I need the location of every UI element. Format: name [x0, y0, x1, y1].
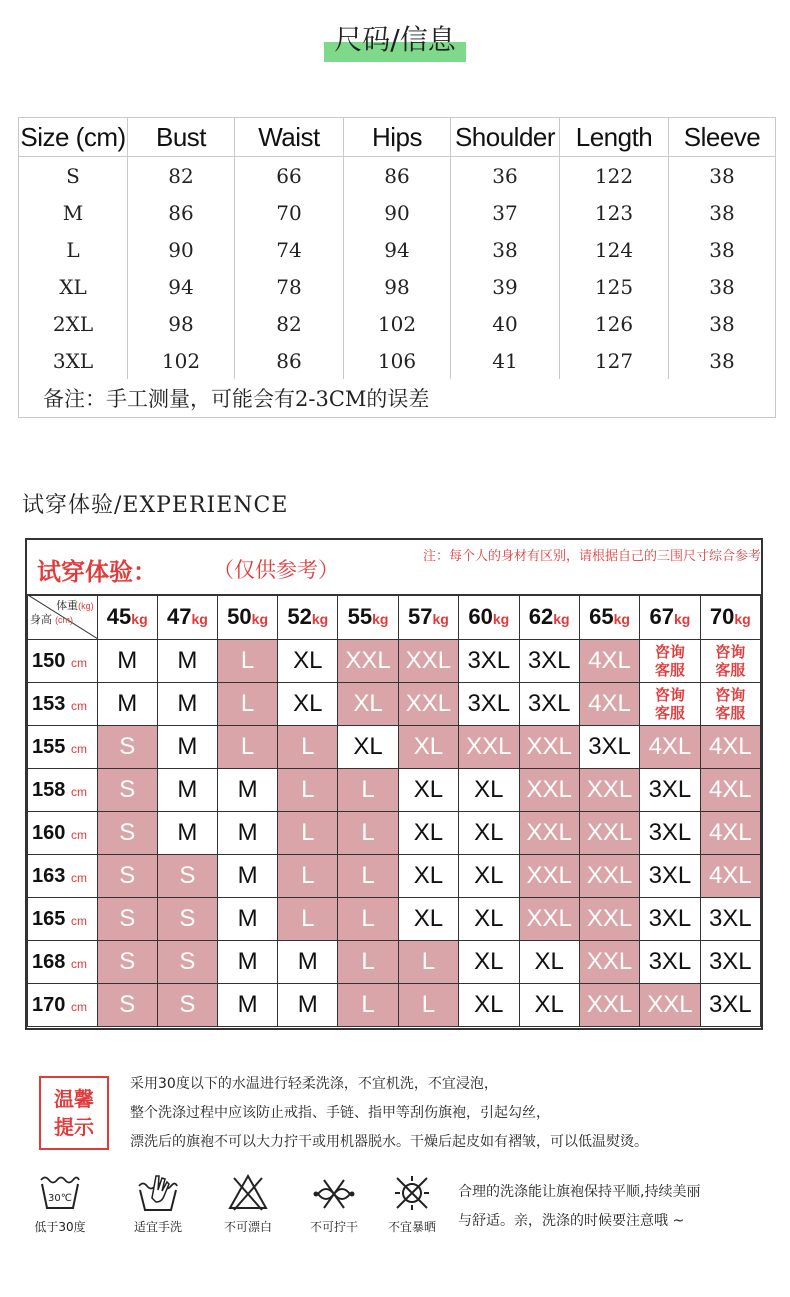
- size-cell: 39: [451, 268, 560, 305]
- height-header: 158 cm: [28, 769, 98, 812]
- height-header: 168 cm: [28, 941, 98, 984]
- weight-header: 47kg: [157, 595, 217, 640]
- size-recommendation-cell: S: [97, 726, 157, 769]
- height-header: 163 cm: [28, 855, 98, 898]
- size-recommendation-cell: L: [398, 984, 458, 1027]
- experience-sub-label: （仅供参考）: [213, 558, 339, 582]
- size-recommendation-cell: L: [338, 898, 398, 941]
- tips-text: [130, 1070, 648, 1157]
- size-cell: 36: [451, 157, 560, 195]
- experience-panel: [25, 538, 763, 1030]
- care-item-no-bleach: [208, 1172, 288, 1235]
- care-label: 不可拧干: [309, 1220, 358, 1234]
- size-recommendation-cell: 4XL: [700, 812, 760, 855]
- size-recommendation-cell: M: [278, 941, 338, 984]
- size-cell: 70: [235, 194, 344, 231]
- weight-header: 65kg: [579, 595, 639, 640]
- size-cell: 102: [128, 342, 235, 379]
- size-cell: S: [19, 157, 128, 195]
- size-cell: 123: [560, 194, 669, 231]
- tips-badge: [39, 1076, 109, 1150]
- size-recommendation-cell: 4XL: [700, 726, 760, 769]
- size-recommendation-cell: XXL: [579, 769, 639, 812]
- size-recommendation-cell: XL: [459, 769, 519, 812]
- experience-main-label: 试穿体验：: [37, 558, 157, 586]
- size-recommendation-cell: L: [278, 726, 338, 769]
- size-recommendation-cell: XL: [459, 898, 519, 941]
- weight-header: 50kg: [218, 595, 278, 640]
- size-recommendation-cell: 咨询 客服: [640, 683, 700, 726]
- size-recommendation-cell: XL: [398, 855, 458, 898]
- size-recommendation-cell: XL: [519, 984, 579, 1027]
- size-recommendation-cell: L: [278, 812, 338, 855]
- experience-grid: [27, 594, 761, 1027]
- size-recommendation-cell: XL: [398, 898, 458, 941]
- corner-height: 身高 (cm): [30, 614, 74, 626]
- page-title: 尺码/信息: [330, 20, 459, 60]
- size-recommendation-cell: M: [218, 898, 278, 941]
- weight-header-row: [28, 595, 761, 640]
- weight-header: 62kg: [519, 595, 579, 640]
- no-sun-icon: [390, 1172, 434, 1212]
- size-recommendation-cell: M: [157, 726, 217, 769]
- size-recommendation-cell: M: [157, 812, 217, 855]
- size-cell: 102: [344, 305, 451, 342]
- size-recommendation-cell: XXL: [579, 812, 639, 855]
- size-recommendation-cell: XL: [278, 683, 338, 726]
- wash-30-icon: [38, 1172, 82, 1212]
- size-recommendation-cell: 3XL: [519, 683, 579, 726]
- size-recommendation-cell: S: [97, 769, 157, 812]
- size-recommendation-cell: XXL: [519, 769, 579, 812]
- size-cell: 86: [235, 342, 344, 379]
- weight-header: 70kg: [700, 595, 760, 640]
- size-cell: 94: [128, 268, 235, 305]
- experience-heading: 试穿体验/EXPERIENCE: [22, 493, 289, 518]
- size-cell: 38: [669, 342, 776, 379]
- size-recommendation-cell: S: [157, 984, 217, 1027]
- size-cell: 90: [344, 194, 451, 231]
- size-recommendation-cell: XXL: [579, 984, 639, 1027]
- size-recommendation-cell: L: [338, 812, 398, 855]
- size-cell: 74: [235, 231, 344, 268]
- size-recommendation-cell: 4XL: [640, 726, 700, 769]
- size-recommendation-cell: L: [278, 855, 338, 898]
- size-recommendation-cell: XXL: [398, 683, 458, 726]
- size-recommendation-cell: XXL: [519, 726, 579, 769]
- size-cell: 38: [669, 231, 776, 268]
- size-cell: 126: [560, 305, 669, 342]
- experience-row: [28, 726, 761, 769]
- size-recommendation-cell: 3XL: [640, 769, 700, 812]
- size-recommendation-cell: M: [218, 769, 278, 812]
- care-item-no-wring: [294, 1172, 374, 1235]
- size-recommendation-cell: XL: [459, 984, 519, 1027]
- size-recommendation-cell: L: [338, 769, 398, 812]
- size-recommendation-cell: XL: [338, 726, 398, 769]
- size-cell: 41: [451, 342, 560, 379]
- size-recommendation-cell: XL: [519, 941, 579, 984]
- height-header: 165 cm: [28, 898, 98, 941]
- size-cell: 38: [669, 194, 776, 231]
- size-recommendation-cell: M: [97, 640, 157, 683]
- size-recommendation-cell: 4XL: [700, 855, 760, 898]
- size-recommendation-cell: XL: [459, 941, 519, 984]
- size-recommendation-cell: XXL: [398, 640, 458, 683]
- size-recommendation-cell: 3XL: [519, 640, 579, 683]
- title-area: [0, 20, 790, 60]
- weight-header: 52kg: [278, 595, 338, 640]
- header-size: Size (cm): [19, 118, 128, 157]
- size-cell: 86: [344, 157, 451, 195]
- tips-badge-line1: 温馨: [54, 1087, 94, 1111]
- no-wring-icon: [312, 1172, 356, 1212]
- care-text-line: 与舒适。亲，洗涤的时候要注意哦 ~: [458, 1213, 685, 1229]
- size-row: [19, 342, 776, 379]
- size-recommendation-cell: M: [157, 769, 217, 812]
- size-cell: L: [19, 231, 128, 268]
- weight-header: 45kg: [97, 595, 157, 640]
- size-recommendation-cell: S: [97, 898, 157, 941]
- hand-wash-icon: [136, 1172, 180, 1212]
- experience-row: [28, 769, 761, 812]
- experience-header: [27, 540, 761, 596]
- tips-line: 整个洗涤过程中应该防止戒指、手链、指甲等刮伤旗袍，引起勾丝，: [130, 1105, 550, 1121]
- size-cell: 94: [344, 231, 451, 268]
- size-cell: 38: [669, 157, 776, 195]
- corner-weight: 体重(kg): [56, 600, 94, 612]
- care-item-no-sun: [372, 1172, 452, 1235]
- size-cell: 66: [235, 157, 344, 195]
- size-recommendation-cell: S: [97, 812, 157, 855]
- size-recommendation-cell: 3XL: [700, 984, 760, 1027]
- no-bleach-icon: [226, 1172, 270, 1212]
- size-row: [19, 231, 776, 268]
- size-note-row: [19, 379, 776, 418]
- experience-row: [28, 898, 761, 941]
- size-cell: 37: [451, 194, 560, 231]
- size-cell: 82: [235, 305, 344, 342]
- experience-row: [28, 683, 761, 726]
- size-cell: 3XL: [19, 342, 128, 379]
- size-recommendation-cell: L: [398, 941, 458, 984]
- care-item-wash-30: [20, 1172, 100, 1235]
- size-recommendation-cell: L: [218, 726, 278, 769]
- size-recommendation-cell: XXL: [579, 855, 639, 898]
- size-recommendation-cell: 3XL: [700, 941, 760, 984]
- size-cell: 38: [669, 268, 776, 305]
- size-cell: 38: [451, 231, 560, 268]
- size-cell: 127: [560, 342, 669, 379]
- size-recommendation-cell: S: [157, 941, 217, 984]
- size-cell: 106: [344, 342, 451, 379]
- care-text-line: 合理的洗涤能让旗袍保持平顺,持续美丽: [458, 1184, 701, 1200]
- size-recommendation-cell: 3XL: [640, 941, 700, 984]
- size-cell: 86: [128, 194, 235, 231]
- care-item-hand-wash: [118, 1172, 198, 1235]
- size-recommendation-cell: L: [338, 984, 398, 1027]
- size-cell: 124: [560, 231, 669, 268]
- size-recommendation-cell: S: [157, 855, 217, 898]
- size-recommendation-cell: XXL: [579, 941, 639, 984]
- size-recommendation-cell: 3XL: [459, 640, 519, 683]
- height-header: 170 cm: [28, 984, 98, 1027]
- wash-temp-mark: 30℃: [48, 1193, 72, 1204]
- size-recommendation-cell: 4XL: [579, 640, 639, 683]
- size-recommendation-cell: L: [278, 898, 338, 941]
- size-cell: M: [19, 194, 128, 231]
- tips-badge-line2: 提示: [54, 1115, 94, 1139]
- size-recommendation-cell: 3XL: [579, 726, 639, 769]
- size-recommendation-cell: 咨询 客服: [700, 683, 760, 726]
- size-recommendation-cell: M: [157, 640, 217, 683]
- size-cell: 82: [128, 157, 235, 195]
- height-header: 150 cm: [28, 640, 98, 683]
- header-bust: Bust: [128, 118, 235, 157]
- care-label: 低于30度: [34, 1220, 86, 1234]
- weight-header: 67kg: [640, 595, 700, 640]
- size-recommendation-cell: L: [218, 640, 278, 683]
- weight-header: 57kg: [398, 595, 458, 640]
- experience-row: [28, 855, 761, 898]
- header-waist: Waist: [235, 118, 344, 157]
- weight-header: 60kg: [459, 595, 519, 640]
- size-recommendation-cell: S: [97, 984, 157, 1027]
- size-recommendation-cell: XXL: [338, 640, 398, 683]
- size-recommendation-cell: 4XL: [579, 683, 639, 726]
- size-row: [19, 194, 776, 231]
- size-recommendation-cell: 咨询 客服: [700, 640, 760, 683]
- size-cell: 78: [235, 268, 344, 305]
- size-recommendation-cell: 3XL: [640, 812, 700, 855]
- size-recommendation-cell: M: [218, 941, 278, 984]
- size-recommendation-cell: S: [157, 898, 217, 941]
- size-recommendation-cell: S: [97, 941, 157, 984]
- size-recommendation-cell: 3XL: [640, 855, 700, 898]
- experience-row: [28, 984, 761, 1027]
- size-recommendation-cell: L: [338, 941, 398, 984]
- size-recommendation-cell: XXL: [459, 726, 519, 769]
- size-recommendation-cell: L: [338, 855, 398, 898]
- size-recommendation-cell: S: [97, 855, 157, 898]
- size-recommendation-cell: XXL: [579, 898, 639, 941]
- size-recommendation-cell: 3XL: [700, 898, 760, 941]
- size-recommendation-cell: XL: [459, 812, 519, 855]
- size-recommendation-cell: M: [278, 984, 338, 1027]
- care-label: 不宜暴晒: [387, 1220, 436, 1234]
- size-recommendation-cell: XXL: [519, 855, 579, 898]
- size-table-header-row: [19, 118, 776, 157]
- height-header: 160 cm: [28, 812, 98, 855]
- size-row: [19, 268, 776, 305]
- size-cell: 38: [669, 305, 776, 342]
- weight-header: 55kg: [338, 595, 398, 640]
- size-recommendation-cell: 咨询 客服: [640, 640, 700, 683]
- height-header: 153 cm: [28, 683, 98, 726]
- size-recommendation-cell: XXL: [519, 812, 579, 855]
- size-table: [18, 117, 776, 418]
- grid-corner: [28, 595, 98, 640]
- size-recommendation-cell: XL: [398, 812, 458, 855]
- size-cell: 122: [560, 157, 669, 195]
- care-label: 不可漂白: [223, 1220, 272, 1234]
- size-recommendation-cell: L: [218, 683, 278, 726]
- size-cell: 125: [560, 268, 669, 305]
- size-recommendation-cell: M: [97, 683, 157, 726]
- size-cell: 90: [128, 231, 235, 268]
- size-recommendation-cell: 3XL: [459, 683, 519, 726]
- size-recommendation-cell: XL: [398, 726, 458, 769]
- size-recommendation-cell: XL: [398, 769, 458, 812]
- size-cell: 98: [128, 305, 235, 342]
- experience-row: [28, 941, 761, 984]
- size-note: 备注：手工测量，可能会有2-3CM的误差: [19, 379, 776, 418]
- tips-line: 漂洗后的旗袍不可以大力拧干或用机器脱水。干燥后起皮如有褶皱，可以低温熨烫。: [130, 1134, 648, 1150]
- experience-note: 注：每个人的身材有区别，请根据自己的三围尺寸综合参考: [423, 549, 762, 564]
- height-header: 155 cm: [28, 726, 98, 769]
- header-sleeve: Sleeve: [669, 118, 776, 157]
- experience-row: [28, 812, 761, 855]
- size-recommendation-cell: M: [218, 855, 278, 898]
- size-recommendation-cell: M: [218, 984, 278, 1027]
- tips-line: 采用30度以下的水温进行轻柔洗涤，不宜机洗，不宜浸泡，: [130, 1076, 498, 1092]
- size-recommendation-cell: XL: [338, 683, 398, 726]
- size-recommendation-cell: M: [218, 812, 278, 855]
- size-cell: 2XL: [19, 305, 128, 342]
- size-row: [19, 305, 776, 342]
- size-recommendation-cell: XXL: [640, 984, 700, 1027]
- care-text: [458, 1178, 778, 1236]
- size-recommendation-cell: XL: [278, 640, 338, 683]
- size-cell: 40: [451, 305, 560, 342]
- size-row: [19, 157, 776, 195]
- care-label: 适宜手洗: [133, 1220, 182, 1234]
- size-recommendation-cell: 4XL: [700, 769, 760, 812]
- size-cell: 98: [344, 268, 451, 305]
- size-recommendation-cell: 3XL: [640, 898, 700, 941]
- header-length: Length: [560, 118, 669, 157]
- size-recommendation-cell: XXL: [519, 898, 579, 941]
- size-recommendation-cell: M: [157, 683, 217, 726]
- experience-row: [28, 640, 761, 683]
- size-recommendation-cell: L: [278, 769, 338, 812]
- size-cell: XL: [19, 268, 128, 305]
- header-hips: Hips: [344, 118, 451, 157]
- header-shoulder: Shoulder: [451, 118, 560, 157]
- size-recommendation-cell: XL: [459, 855, 519, 898]
